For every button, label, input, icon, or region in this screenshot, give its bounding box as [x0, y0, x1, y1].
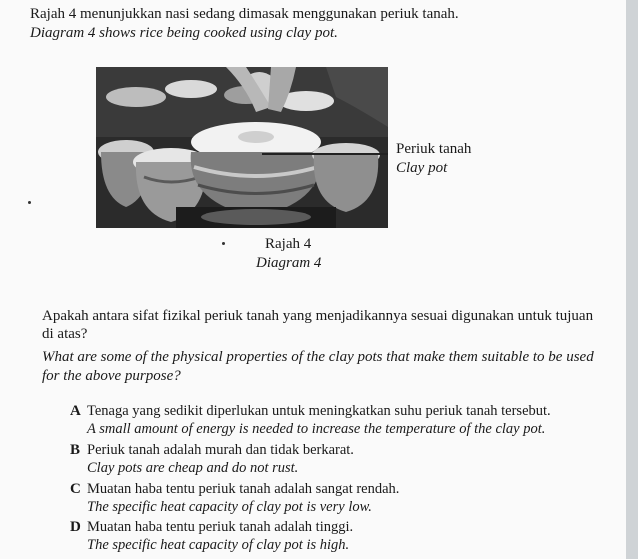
option-c-english[interactable]: The specific heat capacity of clay pot is very low. [87, 499, 372, 515]
option-c-malay[interactable]: Muatan haba tentu periuk tanah adalah sangat rendah. [87, 481, 400, 497]
question-english: What are some of the physical properties of the clay pots that make them suitable to be used for the above purpose? [42, 349, 594, 384]
figure-caption-malay: Rajah 4 [265, 236, 312, 252]
figure-label-malay: Periuk tanah [396, 141, 472, 157]
option-c-letter[interactable]: C [70, 481, 81, 497]
figure-caption-english: Diagram 4 [256, 255, 322, 271]
option-b-letter[interactable]: B [70, 442, 81, 458]
figure-label-english: Clay pot [396, 160, 448, 176]
option-a-english[interactable]: A small amount of energy is needed to increase the temperature of the clay pot. [87, 421, 546, 437]
intro-malay: Rajah 4 menunjukkan nasi sedang dimasak menggunakan periuk tanah. [30, 6, 459, 22]
option-d-letter[interactable]: D [70, 519, 81, 535]
label-leader-line [262, 153, 388, 155]
option-d-malay[interactable]: Muatan haba tentu periuk tanah adalah tinggi. [87, 519, 354, 535]
option-a-letter[interactable]: A [70, 403, 81, 419]
intro-english: Diagram 4 shows rice being cooked using clay pot. [30, 25, 338, 41]
right-edge-bar [626, 0, 638, 559]
option-a-malay[interactable]: Tenaga yang sedikit diperlukan untuk meningkatkan suhu periuk tanah tersebut. [87, 403, 551, 419]
option-b-english[interactable]: Clay pots are cheap and do not rust. [87, 460, 299, 476]
option-b-malay[interactable]: Periuk tanah adalah murah dan tidak berkarat. [87, 442, 354, 458]
clay-pot-photo [96, 67, 388, 228]
option-d-english[interactable]: The specific heat capacity of clay pot is high. [87, 537, 350, 553]
stray-mark [28, 201, 31, 204]
stray-mark [222, 242, 225, 245]
question-malay: Apakah antara sifat fizikal periuk tanah yang menjadikannya sesuai digunakan untuk tujuan di atas? [42, 308, 594, 342]
